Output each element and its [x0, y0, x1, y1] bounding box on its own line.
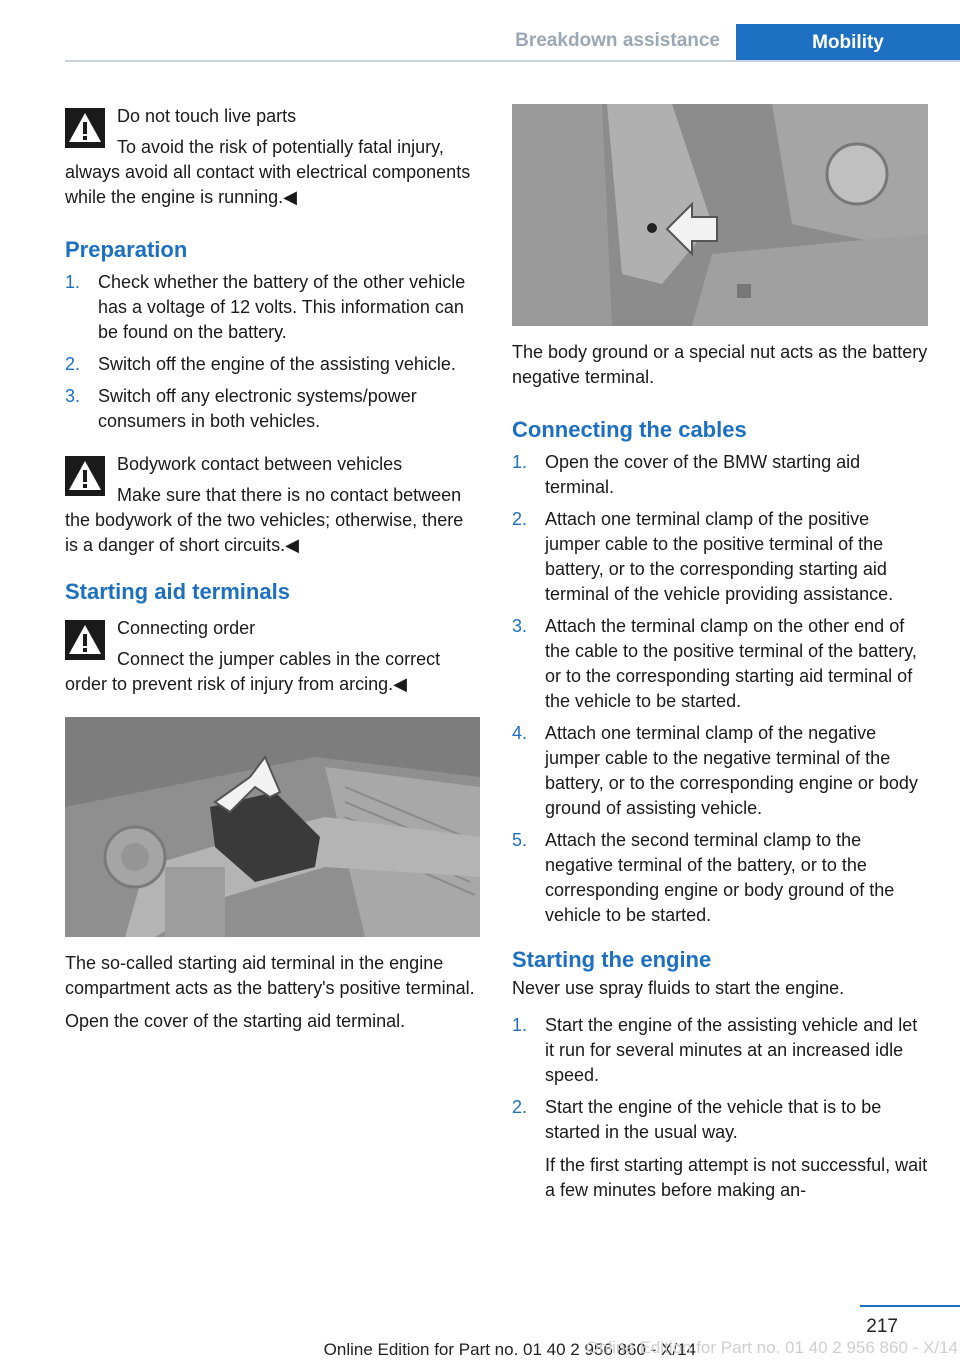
- list-item: 2. Attach one terminal clamp of the positive jumper cable to the positive terminal of the battery, or to the corresponding starting aid terminal of the vehicle providing assistance.: [512, 509, 894, 604]
- instruction-paragraph: Open the cover of the starting aid terminal.: [65, 1011, 406, 1031]
- starting-aid-terminal-illustration: [65, 717, 480, 937]
- list-item: 3. Attach the terminal clamp on the other end of the cable to the positive terminal of the battery, or to the corresponding starting aid terminal of the vehicle to be started.: [512, 616, 917, 711]
- list-item: 2. Start the engine of the vehicle that is to be started in the usual way. If the first starting attempt is not successful, wait a few minutes before making an-: [512, 1095, 928, 1203]
- heading-starting-engine: Starting the engine: [512, 947, 712, 972]
- footer-rule: [860, 1305, 960, 1307]
- header-section-title: Breakdown assistance: [515, 30, 720, 51]
- watermark: Online Edition for Part no. 01 40 2 956 860 - X/14: [585, 1338, 958, 1357]
- footer-edition: Online Edition for Part no. 01 40 2 956 860 - X/14: [323, 1340, 696, 1359]
- warning-title: Connecting order: [117, 618, 256, 638]
- warning-bodywork-contact: [65, 448, 480, 558]
- list-item: 4. Attach one terminal clamp of the negative jumper cable to the negative terminal of the battery, or to the corresponding engine or body ground of assisting vehicle.: [512, 723, 918, 818]
- warning-body: Connect the jumper cables in the correct order to prevent risk of injury from arcing.◀: [65, 649, 441, 694]
- list-item: 1. Start the engine of the assisting vehicle and let it run for several minutes at an increased idle speed.: [512, 1015, 918, 1085]
- starting-list: [512, 1013, 928, 1203]
- engine-compartment-photo: [65, 717, 480, 937]
- list-item-note: If the first starting attempt is not successful, wait a few minutes before making an-: [545, 1155, 928, 1200]
- connecting-list: [512, 450, 928, 928]
- body-ground-photo: [512, 104, 928, 326]
- body-ground-illustration: [512, 104, 928, 326]
- heading-starting-aid-terminals: Starting aid terminals: [65, 579, 290, 604]
- right-column: [512, 104, 928, 1217]
- page-header: [0, 0, 960, 62]
- warning-live-parts: [65, 100, 480, 210]
- list-item: 1. Open the cover of the BMW starting aid terminal.: [512, 452, 861, 497]
- preparation-list: [65, 270, 480, 434]
- heading-preparation: Preparation: [65, 237, 188, 262]
- warning-triangle-icon: [65, 108, 105, 148]
- warning-title: Do not touch live parts: [117, 106, 297, 126]
- header-rule: [65, 60, 960, 62]
- page-number: 217: [866, 1316, 898, 1337]
- starting-intro: Never use spray fluids to start the engine.: [512, 978, 845, 998]
- warning-triangle-icon: [65, 620, 105, 660]
- warning-title: Bodywork contact between vehicles: [117, 454, 403, 474]
- list-item: 1. Check whether the battery of the other vehicle has a voltage of 12 volts. This information can be found on the battery.: [65, 272, 466, 342]
- list-item: 5. Attach the second terminal clamp to the negative terminal of the battery, or to the corresponding engine or body ground of the vehicle to be started.: [512, 830, 895, 925]
- left-column: [65, 100, 480, 1042]
- list-item: 2. Switch off the engine of the assisting vehicle.: [65, 354, 456, 374]
- photo-caption: The so-called starting aid terminal in the engine compartment acts as the battery's positive terminal.: [65, 953, 475, 998]
- warning-connecting-order: [65, 612, 480, 697]
- warning-body: To avoid the risk of potentially fatal injury, always avoid all contact with electrical components while the engine is running.◀: [65, 137, 471, 207]
- warning-triangle-icon: [65, 456, 105, 496]
- warning-body: Make sure that there is no contact between the bodywork of the two vehicles; otherwise, there is a danger of short circuits.◀: [65, 485, 464, 555]
- photo-caption: The body ground or a special nut acts as the battery negative terminal.: [512, 342, 928, 387]
- heading-connecting-cables: Connecting the cables: [512, 417, 747, 442]
- list-item: 3. Switch off any electronic systems/power consumers in both vehicles.: [65, 386, 417, 431]
- header-chapter-tab: Mobility: [736, 24, 960, 62]
